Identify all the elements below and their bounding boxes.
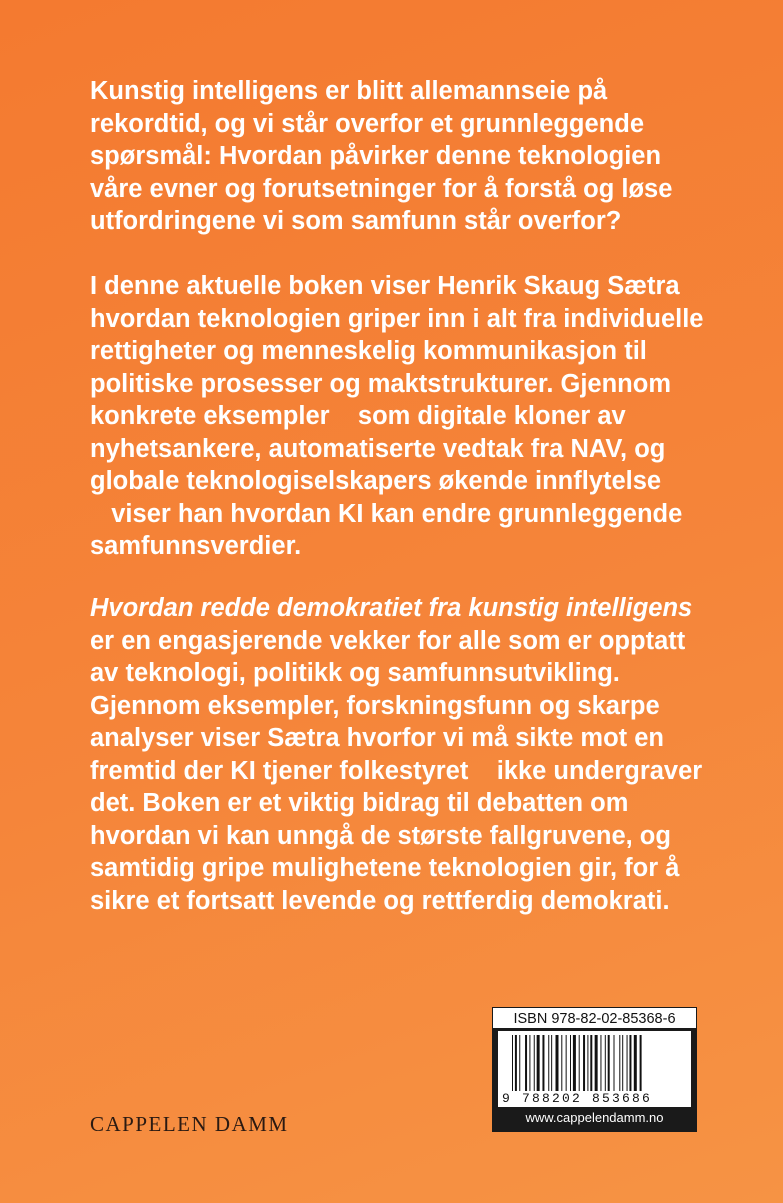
barcode-bar	[519, 1035, 520, 1091]
barcode-bar	[634, 1035, 637, 1091]
barcode-bar	[548, 1035, 549, 1091]
blurb-paragraph-2	[90, 270, 750, 563]
barcode-area	[498, 1031, 691, 1107]
barcode-bar	[590, 1035, 592, 1091]
barcode-bar	[627, 1035, 628, 1091]
barcode-bar	[622, 1035, 623, 1091]
barcode-bar	[579, 1035, 580, 1091]
blurb-line: av teknologi, politikk og samfunnsutvikling.	[90, 659, 620, 687]
blurb-line: sikre et fortsatt levende og rettferdig demokrati.	[90, 886, 670, 915]
blurb-line: nyhetsankere, automatiserte vedtak fra NAV, og	[90, 434, 666, 463]
barcode-bar	[608, 1035, 610, 1091]
barcode-bar	[551, 1035, 552, 1091]
blurb-paragraph-3	[90, 592, 750, 917]
publisher-logo: CAPPELEN DAMM	[90, 1112, 289, 1136]
blurb-line: Kunstig intelligens er blitt allemannseie på	[90, 77, 608, 105]
blurb-line: fremtid der KI tjener folkestyret ikke undergraver	[90, 756, 703, 785]
blurb-line: rekordtid, og vi står overfor et grunnleggende	[90, 109, 645, 138]
barcode-bar	[515, 1035, 517, 1091]
blurb-line: våre evner og forutsetninger for å forstå og løse	[90, 174, 673, 203]
blurb-line: samfunnsverdier.	[90, 532, 302, 560]
blurb-paragraph-1	[90, 75, 750, 238]
barcode-bar	[537, 1035, 540, 1091]
barcode-bar	[605, 1035, 606, 1091]
barcode-digits: 9 788202 853686	[502, 1091, 653, 1106]
barcode-bar	[587, 1035, 588, 1091]
blurb-line: spørsmål: Hvordan påvirker denne teknologien	[90, 142, 662, 170]
blurb-line: utfordringene vi som samfunn står overfor?	[90, 207, 622, 235]
barcode-box	[492, 1007, 697, 1132]
isbn-label: ISBN 978-82-02-85368-6	[492, 1007, 697, 1029]
blurb-line: globale teknologiselskapers økende innflytelse	[90, 467, 662, 495]
barcode-bar	[583, 1035, 585, 1091]
blurb-line: analyser viser Sætra hvorfor vi må sikte mot en	[90, 724, 664, 752]
blurb-line: rettigheter og menneskelig kommunikasjon til	[90, 337, 647, 365]
barcode-bars	[512, 1035, 687, 1091]
barcode-bar	[566, 1035, 567, 1091]
barcode-bar	[512, 1035, 513, 1091]
barcode-bar	[556, 1035, 559, 1091]
barcode-bar	[619, 1035, 620, 1091]
blurb-line: politiske prosesser og maktstrukturer. Gjennom	[90, 369, 672, 398]
barcode-bar	[640, 1035, 642, 1091]
blurb-line: viser han hvordan KI kan endre grunnleggende	[90, 499, 683, 528]
blurb-line: er en engasjerende vekker for alle som er opptatt	[90, 626, 686, 655]
barcode-bar	[542, 1035, 544, 1091]
barcode-bar	[629, 1035, 631, 1091]
barcode-bar	[534, 1035, 535, 1091]
blurb-line: hvordan teknologien griper inn i alt fra individuelle	[90, 304, 704, 333]
publisher-website: www.cappelendamm.no	[525, 1110, 664, 1125]
book-title-reference: Hvordan redde demokratiet fra kunstig intelligens	[90, 594, 693, 622]
barcode-bar	[595, 1035, 598, 1091]
blurb-line: samtidig gripe mulighetene teknologien gir, for å	[90, 854, 680, 882]
barcode-bar	[529, 1035, 530, 1091]
barcode-bar	[525, 1035, 527, 1091]
blurb-line: det. Boken er et viktig bidrag til debatten om	[90, 789, 629, 817]
blurb-line: Gjennom eksempler, forskningsfunn og skarpe	[90, 691, 660, 720]
blurb-line: konkrete eksempler som digitale kloner av	[90, 402, 626, 430]
barcode-bar	[573, 1035, 576, 1091]
blurb-line: hvordan vi kan unngå de største fallgruvene, og	[90, 821, 671, 850]
barcode-bar	[600, 1035, 601, 1091]
barcode-bar	[570, 1035, 571, 1091]
barcode-bar	[614, 1035, 615, 1091]
blurb-line: I denne aktuelle boken viser Henrik Skaug Sætra	[90, 272, 680, 300]
barcode-bar	[561, 1035, 562, 1091]
